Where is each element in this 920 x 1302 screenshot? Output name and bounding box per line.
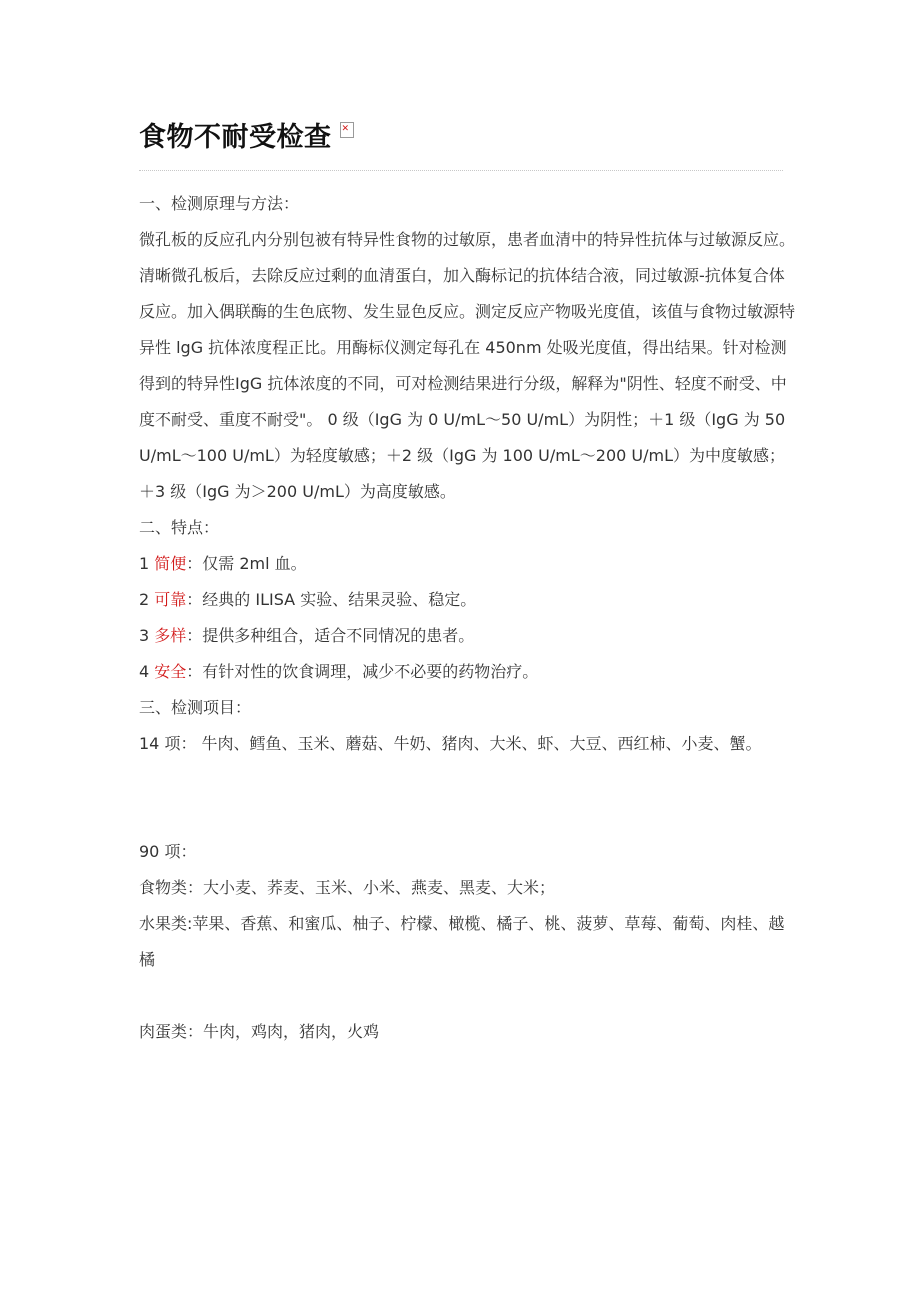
feature-num: 4 (139, 662, 155, 681)
feature-label: 可靠 (154, 590, 187, 609)
feature-label: 多样 (154, 626, 187, 645)
items-90-heading: 90 项： (139, 842, 197, 861)
feature-label: 安全 (154, 662, 187, 681)
section-1-heading: 一、检测原理与方法： (139, 194, 300, 213)
section-2-heading: 二、特点： (139, 518, 220, 537)
spacer (139, 978, 799, 1014)
feature-text: ：提供多种组合，适合不同情况的患者。 (186, 626, 475, 645)
title-divider (139, 170, 783, 171)
fruit-category-line: 水果类:苹果、香蕉、和蜜瓜、柚子、柠檬、橄榄、橘子、桃、菠萝、草莓、葡萄、肉桂、越橘 (139, 914, 785, 969)
feature-text: ：仅需 2ml 血。 (186, 554, 307, 573)
broken-image-icon (340, 122, 354, 138)
food-category-line: 食物类：大小麦、荞麦、玉米、小米、燕麦、黑麦、大米； (139, 878, 556, 897)
section-3-heading: 三、检测项目： (139, 698, 252, 717)
feature-item-4 (139, 654, 799, 690)
feature-label: 简便 (154, 554, 187, 573)
feature-text: ：经典的 ILISA 实验、结果灵验、稳定。 (186, 590, 477, 609)
article-content (139, 186, 799, 1050)
feature-num: 1 (139, 554, 155, 573)
feature-item-3 (139, 618, 799, 654)
feature-item-1 (139, 546, 799, 582)
feature-text: ：有针对性的饮食调理，减少不必要的药物治疗。 (186, 662, 539, 681)
feature-item-2 (139, 582, 799, 618)
feature-num: 3 (139, 626, 155, 645)
title-row (139, 116, 354, 160)
section-1-body: 微孔板的反应孔内分别包被有特异性食物的过敏原，患者血清中的特异性抗体与过敏源反应。清晰微孔板后，去除反应过剩的血清蛋白，加入酶标记的抗体结合液，同过敏源-抗体复合体反应。加入偶联酶的生色底物、发生显色反应。测定反应产物吸光度值，该值与食物过敏源特异性 lgG 抗体浓度程正比。用酶标仪测定每孔在 450nm 处吸光度值，得出结果。针对检测得到的特异性IgG 抗体浓度的不同，可对检测结果进行分级，解释为"阴性、轻度不耐受、中度不耐受、重度不耐受"。 0 级（IgG 为 0 U/mL～50 U/mL）为阴性；＋1 级（IgG 为 50 U/mL～100 U/mL）为轻度敏感；＋2 级（IgG 为 100 U/mL～200 U/mL）为中度敏感；＋3 级（IgG 为＞200 U/mL）为高度敏感。 (139, 230, 796, 501)
items-14-list: 14 项： 牛肉、鳕鱼、玉米、蘑菇、牛奶、猪肉、大米、虾、大豆、西红柿、小麦、蟹。 (139, 734, 762, 753)
meat-category-line: 肉蛋类：牛肉，鸡肉，猪肉，火鸡 (139, 1022, 380, 1041)
page-title: 食物不耐受检查 (139, 122, 332, 153)
feature-num: 2 (139, 590, 155, 609)
spacer (139, 762, 799, 834)
